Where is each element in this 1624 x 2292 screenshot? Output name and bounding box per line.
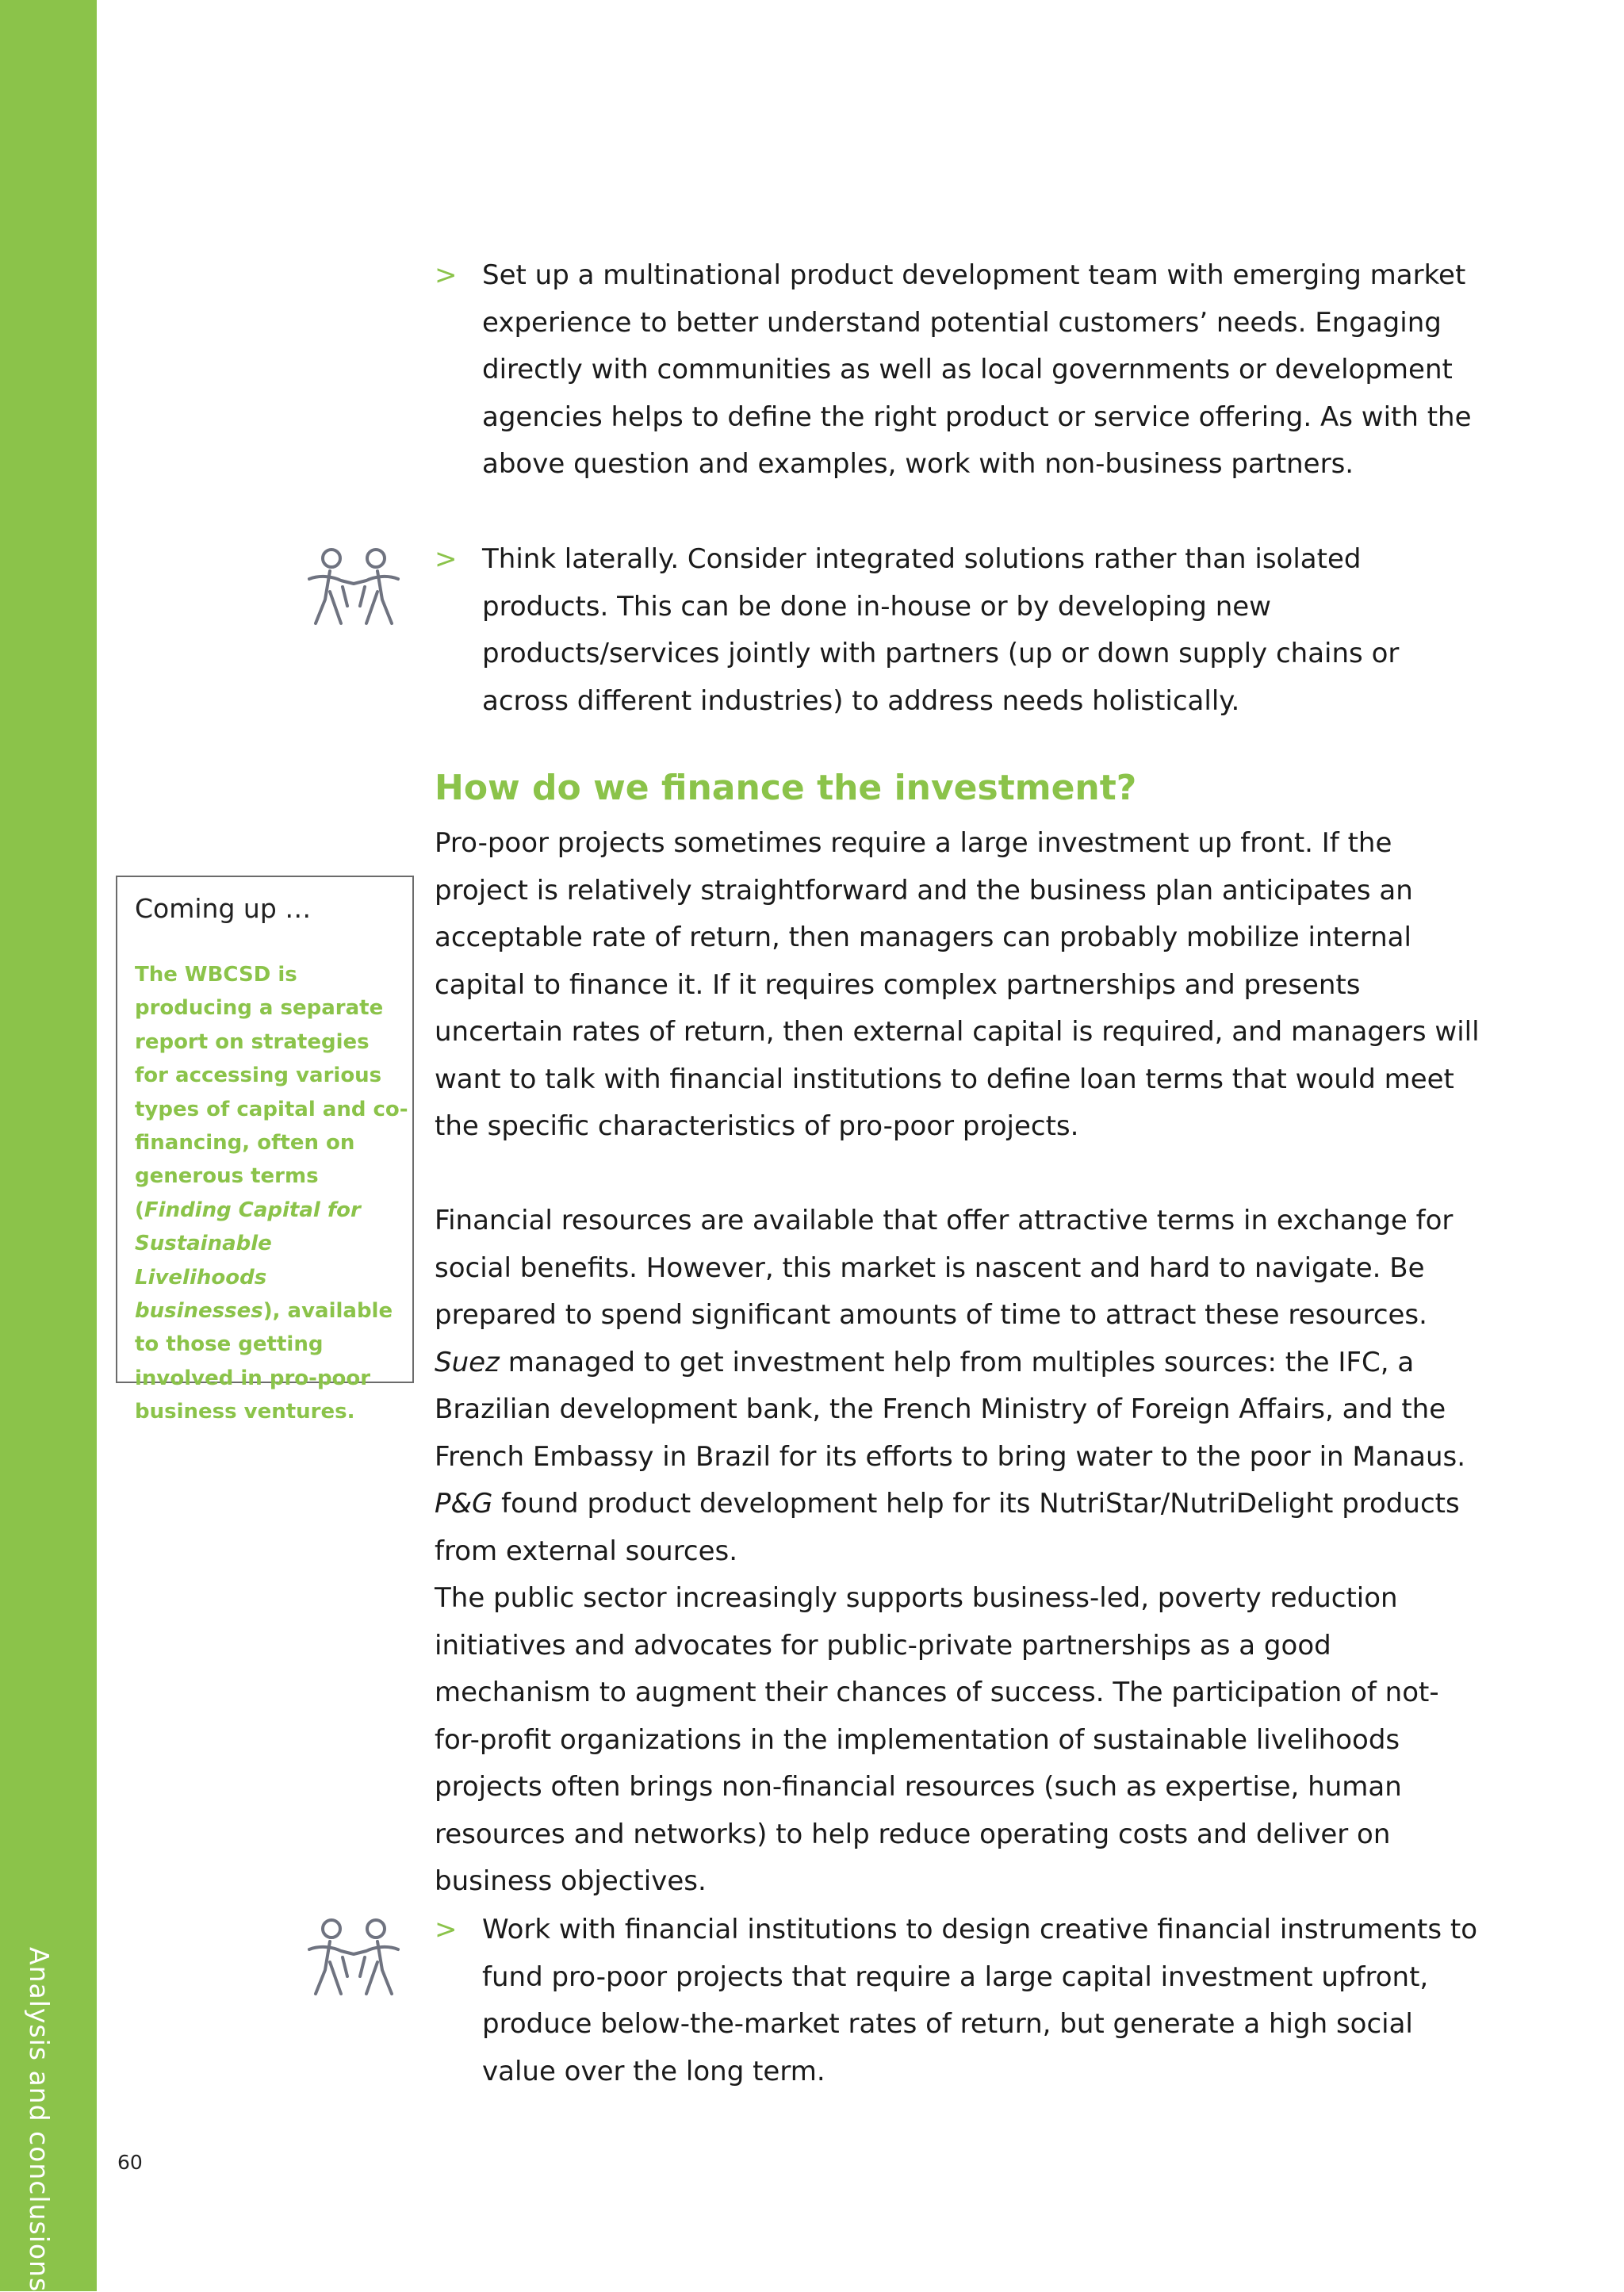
bullet-text: Set up a multinational product development team with emerging market experience to better understand potential customers’ needs. Engaging directly with communities as well as local governments or development agencies helps to define the right product or service offering. As with the above question and examples, work with non-business partners.	[482, 259, 1472, 480]
sidebar-band	[0, 0, 97, 2291]
paragraph-text: Financial resources are available that offer attractive terms in exchange for social benefits. However, this market is nascent and hard to navigate. Be prepared to spend significant amounts of time to attract these resources.	[435, 1205, 1454, 1331]
coming-up-text-part: ), available to those getting involved in pro-poor business ventures.	[135, 1299, 393, 1424]
section-label-text: Analysis and conclusions	[24, 1947, 55, 2292]
people-holding-hands-icon	[306, 1914, 401, 2002]
paragraph: The public sector increasingly supports business-led, poverty reduction initiatives and advocates for public-private partnerships as a good mechanism to augment their chances of success. The participation of not-for-profit organizations in the implementation of sustainable livelihoods projects often brings non-financial resources (such as expertise, human resources and networks) to help reduce operating costs and deliver on business objectives.	[435, 1582, 1439, 1897]
bullet-text: Work with financial institutions to design creative financial instruments to fund pro-poor projects that require a large capital investment upfront, produce below-the-market rates of return, but generate a high social value over the long term.	[482, 1914, 1477, 2087]
page-number: 60	[117, 2151, 143, 2174]
bullet-arrow: >	[435, 1914, 458, 1945]
paragraph	[435, 1198, 1481, 1575]
coming-up-title: Coming up …	[135, 893, 312, 924]
paragraph-text: managed to get investment help from multiples sources: the IFC, a Brazilian development bank, the French Ministry of Foreign Affairs, and the French Embassy in Brazil for its efforts to bring water to the poor in Manaus.	[435, 1346, 1466, 1473]
coming-up-text	[135, 958, 408, 1429]
section-heading: How do we finance the investment?	[435, 768, 1137, 808]
company-name: Suez	[435, 1346, 500, 1378]
paragraph-text: found product development help for its NutriStar/NutriDelight products from external sources.	[435, 1488, 1460, 1567]
report-title: Finding Capital for Sustainable Livelihoods businesses	[135, 1198, 361, 1324]
coming-up-box	[116, 876, 414, 1424]
bullet-text: Think laterally. Consider integrated solutions rather than isolated products. This can be done in-house or by developing new products/services jointly with partners (up or down supply chains or across different industries) to address needs holistically.	[482, 543, 1400, 717]
section-label	[24, 1947, 71, 2292]
paragraph: Pro-poor projects sometimes require a large investment up front. If the project is relatively straightforward and the business plan anticipates an acceptable rate of return, then managers can probably mobilize internal capital to finance it. If it requires complex partnerships and presents uncertain rates of return, then external capital is required, and managers will want to talk with financial institutions to define loan terms that would meet the specific characteristics of pro-poor projects.	[435, 827, 1480, 1142]
bullet-arrow: >	[435, 543, 458, 575]
people-holding-hands-icon	[306, 544, 401, 631]
coming-up-text-part: The WBCSD is producing a separate report on strategies for accessing various types of capital and co-financing, often on generous terms (	[135, 963, 408, 1222]
bullet-arrow: >	[435, 259, 458, 291]
company-name: P&G	[435, 1488, 493, 1520]
